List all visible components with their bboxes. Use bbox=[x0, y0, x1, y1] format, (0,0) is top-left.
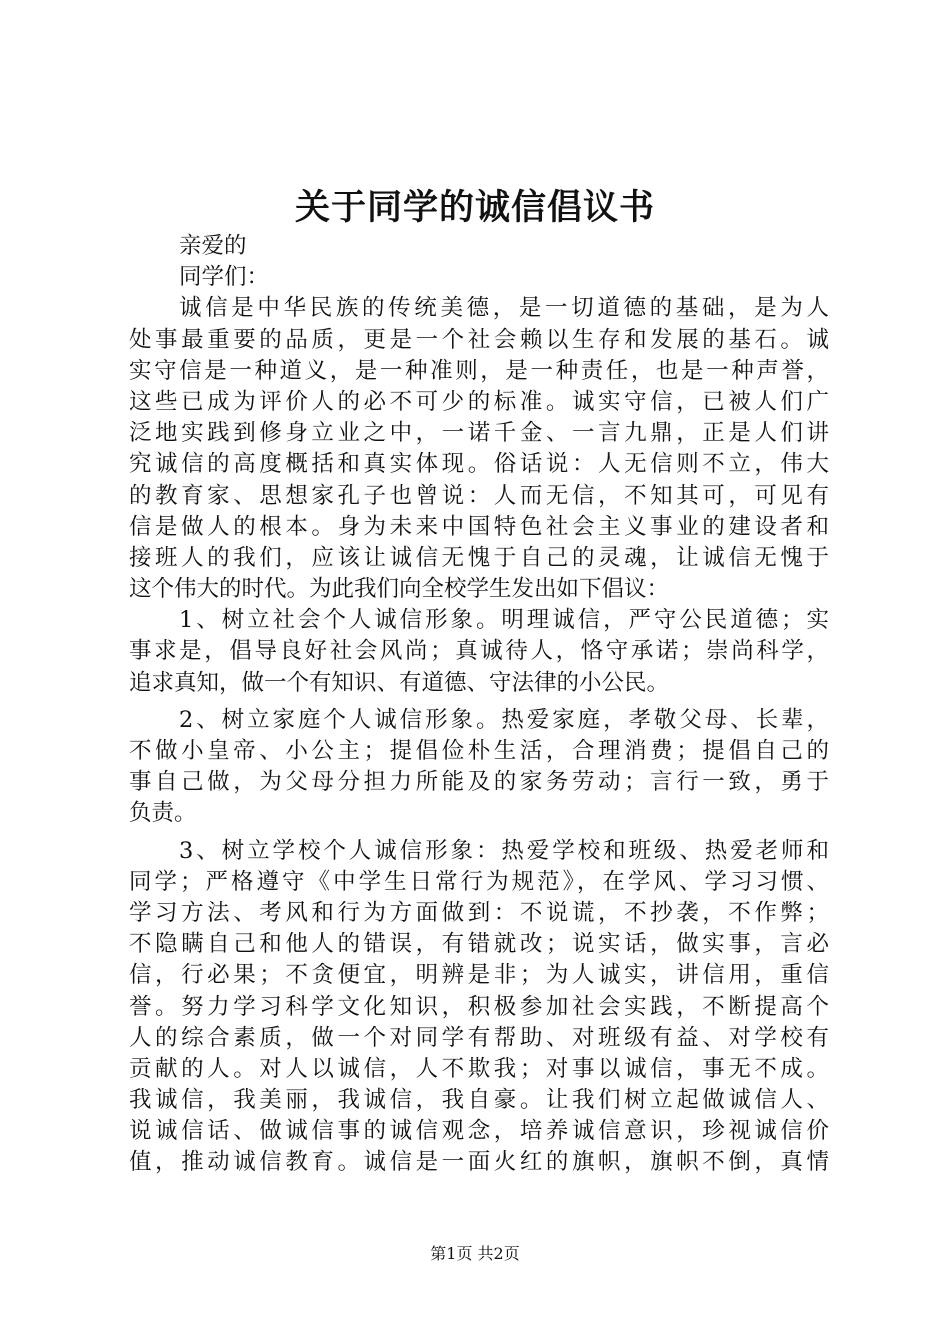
paragraph-line: 誉。努力学习科学文化知识，积极参加社会实践，不断提高个 bbox=[129, 993, 829, 1020]
paragraph-line: 事求是，倡导良好社会风尚；真诚待人，恪守承诺；崇尚科学， bbox=[129, 638, 829, 665]
page-number-footer: 第1页 共2页 bbox=[430, 1244, 520, 1263]
paragraph-line: 信是做人的根本。身为未来中国特色社会主义事业的建设者和 bbox=[129, 513, 829, 540]
paragraph-line: 贡献的人。对人以诚信，人不欺我；对事以诚信，事无不成。 bbox=[129, 1055, 829, 1082]
salutation-line: 亲爱的 bbox=[179, 233, 247, 259]
paragraph-line: 处事最重要的品质，更是一个社会赖以生存和发展的基石。诚 bbox=[129, 326, 829, 353]
paragraph-line: 事自己做，为父母分担力所能及的家务劳动；言行一致，勇于 bbox=[129, 769, 829, 796]
paragraph-line: 3、树立学校个人诚信形象：热爱学校和班级、热爱老师和 bbox=[179, 837, 829, 864]
paragraph-line: 值，推动诚信教育。诚信是一面火红的旗帜，旗帜不倒，真情 bbox=[129, 1149, 829, 1176]
paragraph-line: 学习方法、考风和行为方面做到：不说谎，不抄袭，不作弊； bbox=[129, 899, 829, 926]
paragraph-line: 负责。 bbox=[129, 800, 197, 827]
paragraph-line: 同学；严格遵守《中学生日常行为规范》，在学风、学习习惯、 bbox=[129, 868, 829, 895]
paragraph-line: 实守信是一种道义，是一种准则，是一种责任，也是一种声誉， bbox=[129, 357, 829, 384]
paragraph-line: 这些已成为评价人的必不可少的标准。诚实守信，已被人们广 bbox=[129, 388, 829, 415]
document-body bbox=[129, 231, 829, 1179]
paragraph-line: 1、树立社会个人诚信形象。明理诚信，严守公民道德；实 bbox=[179, 607, 829, 634]
paragraph-line: 我诚信，我美丽，我诚信，我自豪。让我们树立起做诚信人、 bbox=[129, 1087, 829, 1114]
paragraph-line: 2、树立家庭个人诚信形象。热爱家庭，孝敬父母、长辈， bbox=[179, 706, 829, 733]
paragraph-line: 泛地实践到修身立业之中，一诺千金、一言九鼎，正是人们讲 bbox=[129, 420, 829, 447]
paragraph-line: 不隐瞒自己和他人的错误，有错就改；说实话，做实事，言必 bbox=[129, 931, 829, 958]
paragraph-line: 人的综合素质，做一个对同学有帮助、对班级有益、对学校有 bbox=[129, 1024, 829, 1051]
paragraph-line: 的教育家、思想家孔子也曾说：人而无信，不知其可，可见有 bbox=[129, 482, 829, 509]
paragraph-line: 不做小皇帝、小公主；提倡俭朴生活，合理消费；提倡自己的 bbox=[129, 738, 829, 764]
paragraph-line: 究诚信的高度概括和真实体现。俗话说：人无信则不立，伟大 bbox=[129, 451, 829, 478]
paragraph-line: 说诚信话、做诚信事的诚信观念，培养诚信意识，珍视诚信价 bbox=[129, 1118, 829, 1145]
document-title: 关于同学的诚信倡议书 bbox=[294, 187, 655, 228]
salutation-line: 同学们： bbox=[179, 264, 270, 291]
paragraph-line: 接班人的我们，应该让诚信无愧于自己的灵魂，让诚信无愧于 bbox=[129, 544, 829, 571]
paragraph-line: 诚信是中华民族的传统美德，是一切道德的基础，是为人 bbox=[179, 295, 829, 322]
paragraph-line: 这个伟大的时代。为此我们向全校学生发出如下倡议： bbox=[129, 576, 670, 603]
paragraph-line: 追求真知，做一个有知识、有道德、守法律的小公民。 bbox=[129, 669, 670, 696]
paragraph-line: 信，行必果；不贪便宜，明辨是非；为人诚实，讲信用，重信 bbox=[129, 962, 829, 989]
